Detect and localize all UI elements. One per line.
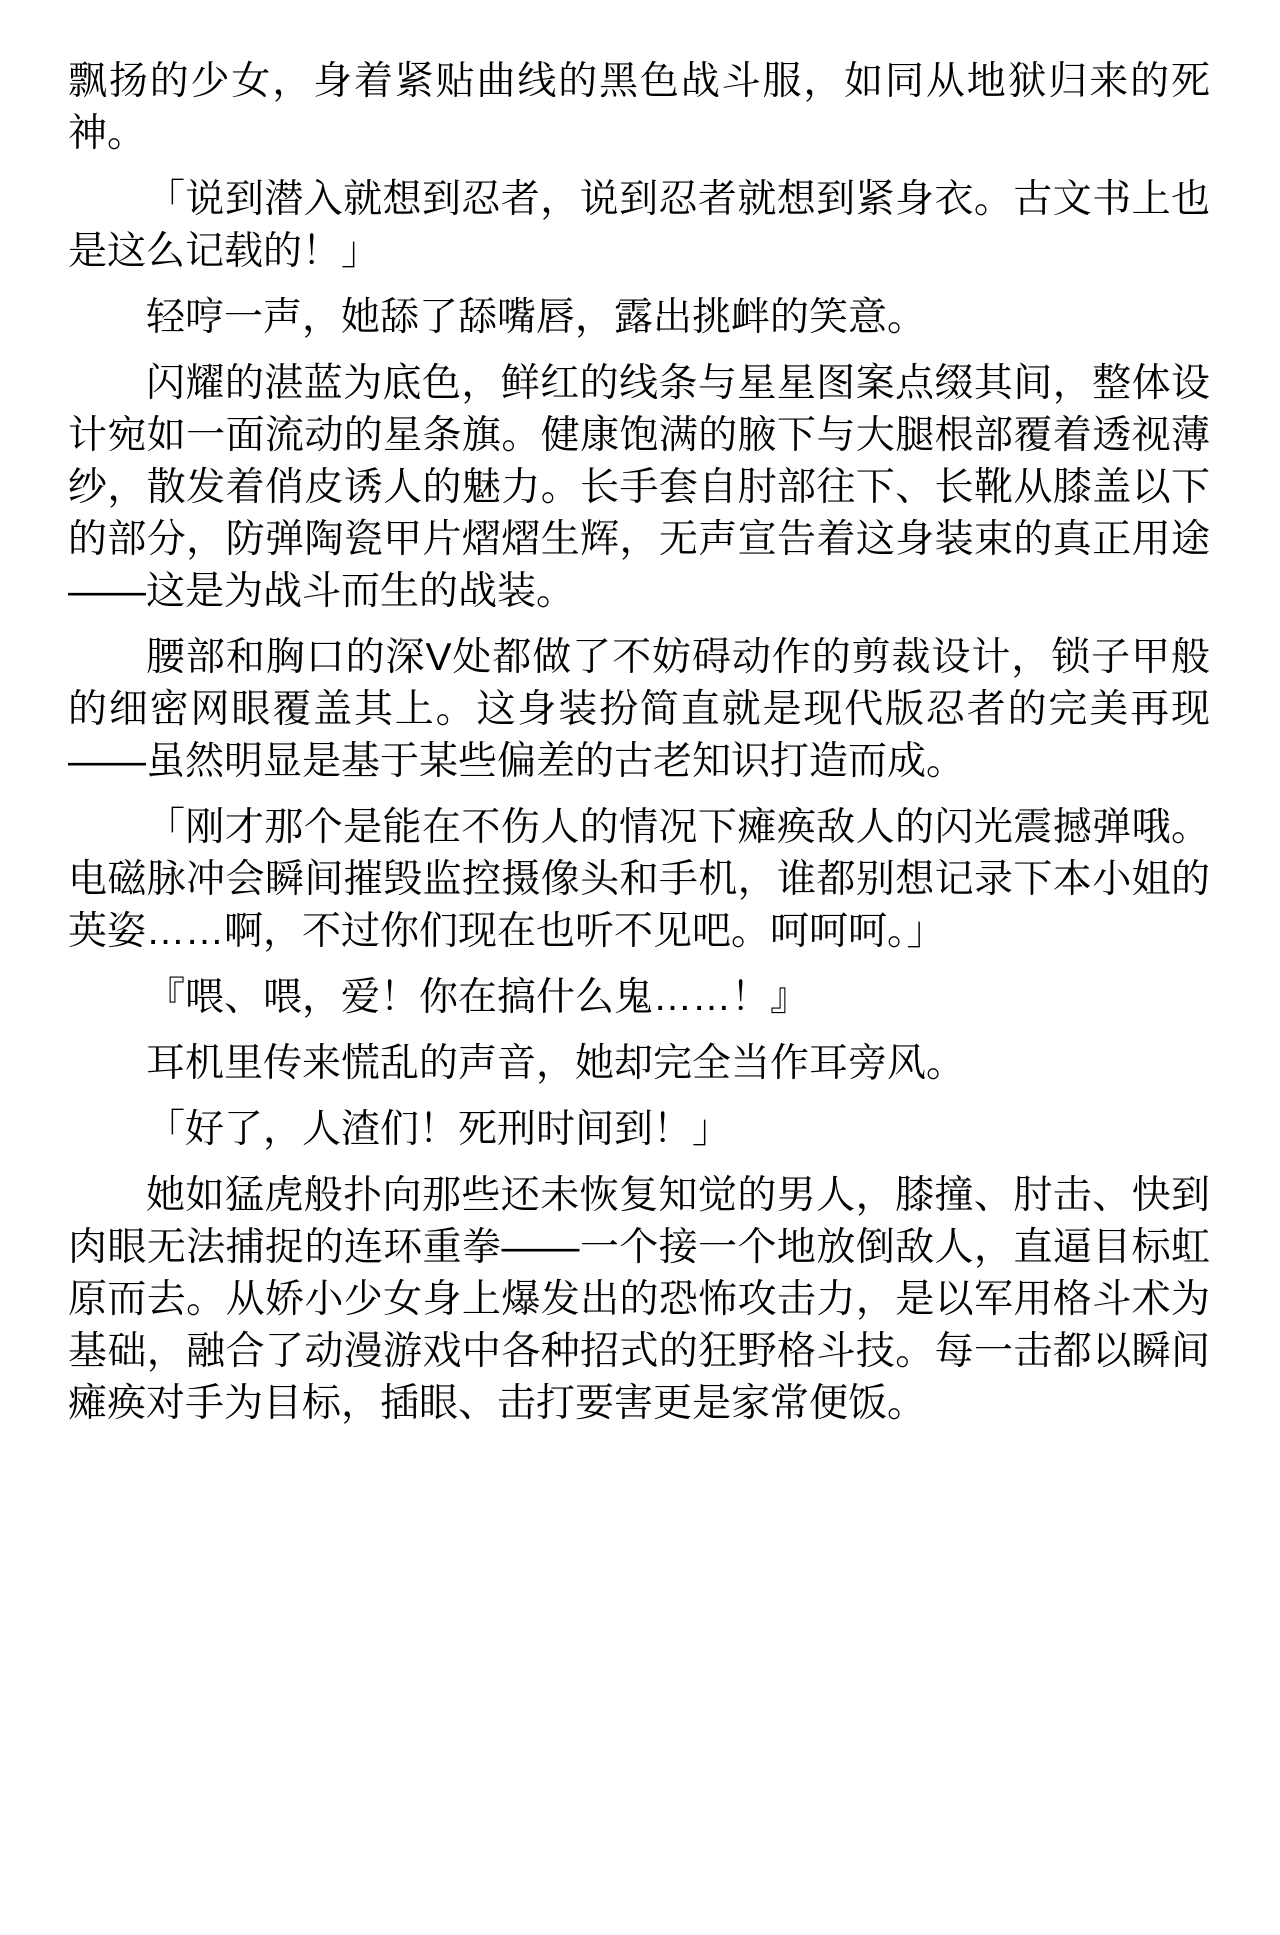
paragraph xyxy=(68,174,1210,278)
text-line: 飘扬的少女，身着紧贴曲线的黑色战斗服，如同从地狱归来的死 xyxy=(68,60,1210,103)
text-line: 英姿……啊，不过你们现在也听不见吧。呵呵呵。」 xyxy=(68,910,946,953)
text-line: 基础，融合了动漫游戏中各种招式的狂野格斗技。每一击都以瞬间 xyxy=(68,1330,1210,1373)
text-line: 『喂、喂，爱！你在搞什么鬼……！』 xyxy=(146,976,810,1019)
text-line: 的部分，防弹陶瓷甲片熠熠生辉，无声宣告着这身装束的真正用途 xyxy=(68,518,1210,561)
paragraph xyxy=(68,632,1210,788)
text-line: 计宛如一面流动的星条旗。健康饱满的腋下与大腿根部覆着透视薄 xyxy=(68,414,1210,457)
paragraph xyxy=(68,972,1210,1024)
text-line: 闪耀的湛蓝为底色，鲜红的线条与星星图案点缀其间，整体设 xyxy=(146,362,1210,405)
paragraph xyxy=(68,1170,1210,1430)
text-line: 腰部和胸口的深V处都做了不妨碍动作的剪裁设计，锁子甲般 xyxy=(146,636,1210,679)
text-line: 电磁脉冲会瞬间摧毁监控摄像头和手机，谁都别想记录下本小姐的 xyxy=(68,858,1210,901)
text-line: 「说到潜入就想到忍者，说到忍者就想到紧身衣。古文书上也 xyxy=(146,178,1210,221)
text-line: 瘫痪对手为目标，插眼、击打要害更是家常便饭。 xyxy=(68,1382,927,1425)
text-line: 肉眼无法捕捉的连环重拳——一个接一个地放倒敌人，直逼目标虹 xyxy=(68,1226,1210,1269)
text-line: ——虽然明显是基于某些偏差的古老知识打造而成。 xyxy=(68,740,966,783)
text-line: 的细密网眼覆盖其上。这身装扮简直就是现代版忍者的完美再现 xyxy=(68,688,1210,731)
text-line: 轻哼一声，她舔了舔嘴唇，露出挑衅的笑意。 xyxy=(146,296,927,339)
paragraph xyxy=(68,358,1210,618)
text-line: 「好了，人渣们！死刑时间到！」 xyxy=(146,1108,732,1151)
text-line: 原而去。从娇小少女身上爆发出的恐怖攻击力，是以军用格斗术为 xyxy=(68,1278,1210,1321)
text-line: ——这是为战斗而生的战装。 xyxy=(68,570,576,613)
paragraph xyxy=(68,1104,1210,1156)
text-line: 是这么记载的！」 xyxy=(68,230,381,273)
text-line: 她如猛虎般扑向那些还未恢复知觉的男人，膝撞、肘击、快到 xyxy=(146,1174,1210,1217)
paragraph xyxy=(68,802,1210,958)
text-block xyxy=(68,56,1210,1430)
paragraph xyxy=(68,1038,1210,1090)
paragraph xyxy=(68,292,1210,344)
text-line: 耳机里传来慌乱的声音，她却完全当作耳旁风。 xyxy=(146,1042,966,1085)
text-line: 神。 xyxy=(68,112,147,155)
paragraph xyxy=(68,56,1210,160)
text-line: 「刚才那个是能在不伤人的情况下瘫痪敌人的闪光震撼弹哦。 xyxy=(146,806,1210,849)
text-line: 纱，散发着俏皮诱人的魅力。长手套自肘部往下、长靴从膝盖以下 xyxy=(68,466,1210,509)
